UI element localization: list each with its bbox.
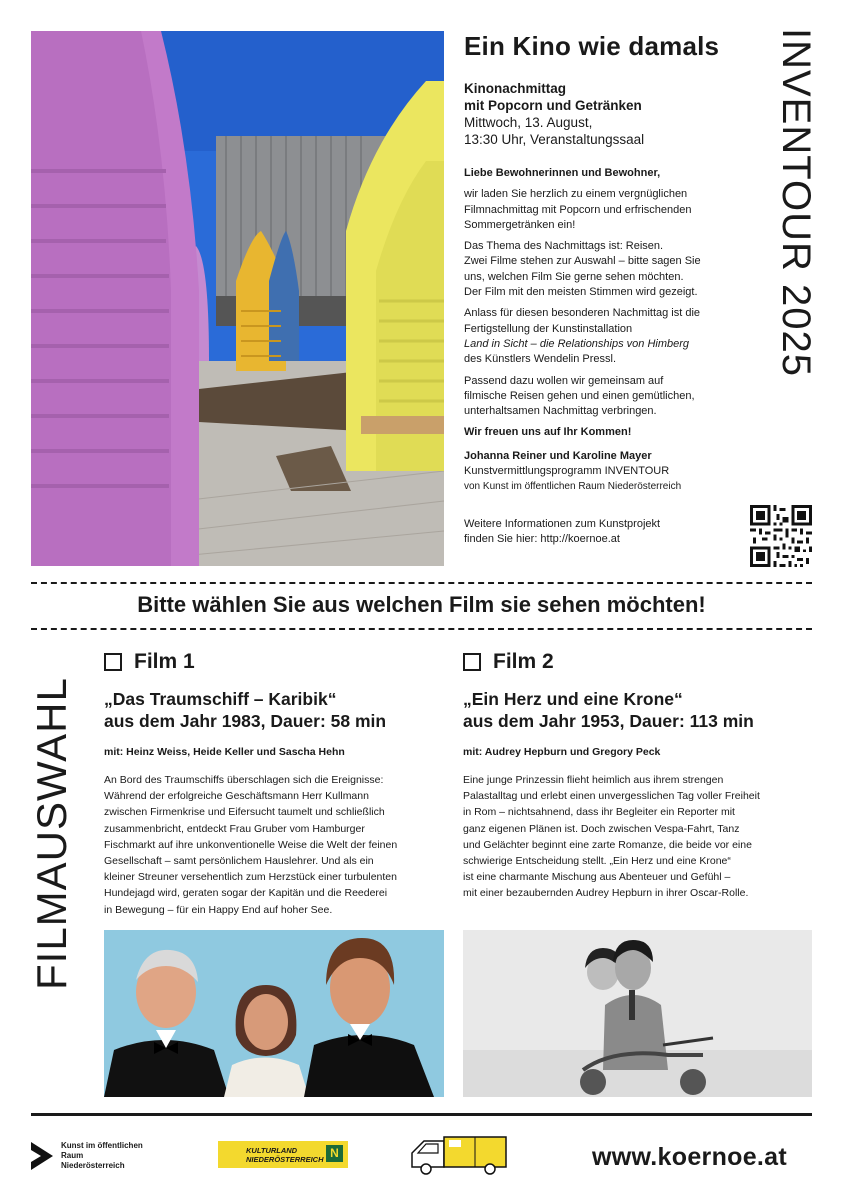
info-block — [464, 517, 754, 548]
film-2-photo — [463, 930, 812, 1097]
side-title-filmauswahl: FILMAUSWAHL — [28, 677, 75, 990]
artwork-title: Land in Sicht – die Relationships von Himberg — [464, 337, 690, 350]
text-line: Während der erfolgreiche Geschäftsmann Herr Kullmann — [104, 790, 369, 803]
text-line: Kunst im öffentlichen — [61, 1141, 143, 1150]
footer-rule — [31, 1113, 812, 1116]
text-line: in Rom – nichtsahnend, dass ihr Begleiter ein Reporter mit — [463, 806, 735, 819]
film-cast: mit: Audrey Hepburn und Gregory Peck — [463, 746, 661, 758]
text-line: NIEDERÖSTERREICH — [246, 1155, 324, 1164]
side-title-inventour: INVENTOUR 2025 — [774, 28, 818, 377]
text-line: filmische Reisen gehen und einen gemütlichen, — [464, 389, 695, 402]
signature-names: Johanna Reiner und Karoline Mayer — [464, 449, 652, 462]
signature — [464, 449, 754, 495]
koer-logo-text — [61, 1141, 143, 1171]
film-description — [104, 772, 449, 918]
intro-section — [464, 31, 754, 553]
inventour-truck-icon — [410, 1135, 508, 1177]
text-line: Palastalltag und erlebt einen unvergesslichen Tag voller Freiheit — [463, 790, 760, 803]
event-date: Mittwoch, 13. August, — [464, 115, 593, 130]
text-line: mit einer bezaubernden Audrey Hepburn in ihrer Oscar-Rolle. — [463, 887, 749, 900]
page-title: Ein Kino wie damals — [464, 31, 720, 61]
text-line: Gesellschaft – samt persönlichem Hauslehrer. Und als ein — [104, 855, 374, 868]
text-line: kleiner Streuner versehentlich zum Herzstück einer turbulenten — [104, 871, 397, 884]
text-line: des Künstlers Wendelin Pressl. — [464, 353, 617, 366]
film-label: Film 1 — [134, 650, 195, 673]
text-line: Fischmarkt auf ihre unkonventionelle Weise die Welt der feinen — [104, 838, 398, 851]
text-line: Eine junge Prinzessin flieht heimlich aus ihrem strengen — [463, 774, 724, 786]
divider — [31, 628, 812, 630]
text-line: uns, welchen Film Sie gerne sehen möchten. — [464, 270, 684, 283]
text-line: Niederösterreich — [61, 1161, 125, 1170]
paragraph-theme — [464, 239, 754, 300]
koer-logo-icon — [31, 1142, 53, 1170]
film-title — [104, 688, 449, 732]
film-year-duration: aus dem Jahr 1983, Dauer: 58 min — [104, 711, 387, 731]
film-label: Film 2 — [493, 650, 554, 673]
film-1-checkbox[interactable] — [104, 653, 122, 671]
film-header — [104, 650, 449, 674]
event-time-place: 13:30 Uhr, Veranstaltungssaal — [464, 132, 645, 147]
qr-code[interactable] — [750, 505, 812, 567]
subtitle-line: Kinonachmittag — [464, 81, 567, 96]
salutation: Liebe Bewohnerinnen und Bewohner, — [464, 167, 661, 179]
divider — [31, 582, 812, 584]
film-year-duration: aus dem Jahr 1953, Dauer: 113 min — [463, 711, 754, 731]
text-line: Sommergetränken ein! — [464, 218, 576, 231]
film-header — [463, 650, 808, 674]
film-title-line: „Das Traumschiff – Karibik“ — [104, 689, 337, 709]
film-1-photo — [104, 930, 444, 1097]
text-line: zusammenbricht, entdeckt Frau Gruber vom Hamburger — [104, 822, 365, 835]
text-line: Der Film mit den meisten Stimmen wird gezeigt. — [464, 286, 698, 299]
website-url[interactable]: www.koernoe.at — [592, 1143, 787, 1171]
text-line: Passend dazu wollen wir gemeinsam auf — [464, 374, 664, 387]
text-line: Zwei Filme stehen zur Auswahl – bitte sagen Sie — [464, 255, 701, 268]
subtitle-line: mit Popcorn und Getränken — [464, 98, 642, 113]
info-link[interactable]: finden Sie hier: http://koernoe.at — [464, 532, 620, 545]
text-line: Weitere Informationen zum Kunstprojekt — [464, 517, 661, 530]
film-title-line: „Ein Herz und eine Krone“ — [463, 689, 683, 709]
paragraph-travel — [464, 374, 754, 420]
kulturland-n-icon: N — [326, 1145, 343, 1162]
text-line: ist eine charmante Mischung aus Abenteuer und Gefühl – — [463, 871, 731, 884]
koer-logo[interactable] — [31, 1141, 143, 1171]
paragraph-invitation — [464, 187, 754, 233]
paragraph-occasion — [464, 306, 754, 367]
text-line: ganz eigenen Plänen ist. Doch zwischen Vespa-Fahrt, Tanz — [463, 822, 740, 835]
hero-photo — [31, 31, 444, 566]
text-line: schwierige Entscheidung stellt. „Ein Herz und eine Krone“ — [463, 855, 731, 868]
text-line: An Bord des Traumschiffs überschlagen sich die Ereignisse: — [104, 774, 384, 786]
text-line: Kunstvermittlungsprogramm INVENTOUR — [464, 465, 670, 478]
text-line: von Kunst im öffentlichen Raum Niederösterreich — [464, 481, 682, 493]
text-line: Filmnachmittag mit Popcorn und erfrischenden — [464, 203, 692, 216]
text-line: wir laden Sie herzlich zu einem vergnüglichen — [464, 188, 688, 201]
film-description — [463, 772, 808, 902]
selection-question: Bitte wählen Sie aus welchen Film sie sehen möchten! — [137, 592, 706, 617]
text-line: Anlass für diesen besonderen Nachmittag ist die — [464, 307, 701, 320]
kulturland-logo[interactable] — [218, 1141, 348, 1168]
text-line: unterhaltsamen Nachmittag verbringen. — [464, 405, 657, 418]
text-line: KULTURLAND — [246, 1146, 298, 1155]
text-line: Das Thema des Nachmittags ist: Reisen. — [464, 240, 664, 253]
text-line: zwischen Firmenkrise und Eifersucht taumelt und schließlich — [104, 806, 385, 819]
text-line: in Bewegung – für ein Happy End auf hoher See. — [104, 903, 333, 916]
film-option-2 — [463, 650, 808, 902]
text-line: Hundejagd wird, geraten sogar der Kapitän und die Reederei — [104, 887, 388, 900]
text-line: und Gelächter beginnt eine zarte Romanze, die beide vor eine — [463, 838, 752, 851]
film-cast: mit: Heinz Weiss, Heide Keller und Sascha Hehn — [104, 746, 345, 758]
film-2-checkbox[interactable] — [463, 653, 481, 671]
text-line: Fertigstellung der Kunstinstallation — [464, 322, 633, 335]
closing-line: Wir freuen uns auf Ihr Kommen! — [464, 426, 632, 439]
text-line: Raum — [61, 1151, 84, 1160]
film-title — [463, 688, 808, 732]
film-option-1 — [104, 650, 449, 918]
